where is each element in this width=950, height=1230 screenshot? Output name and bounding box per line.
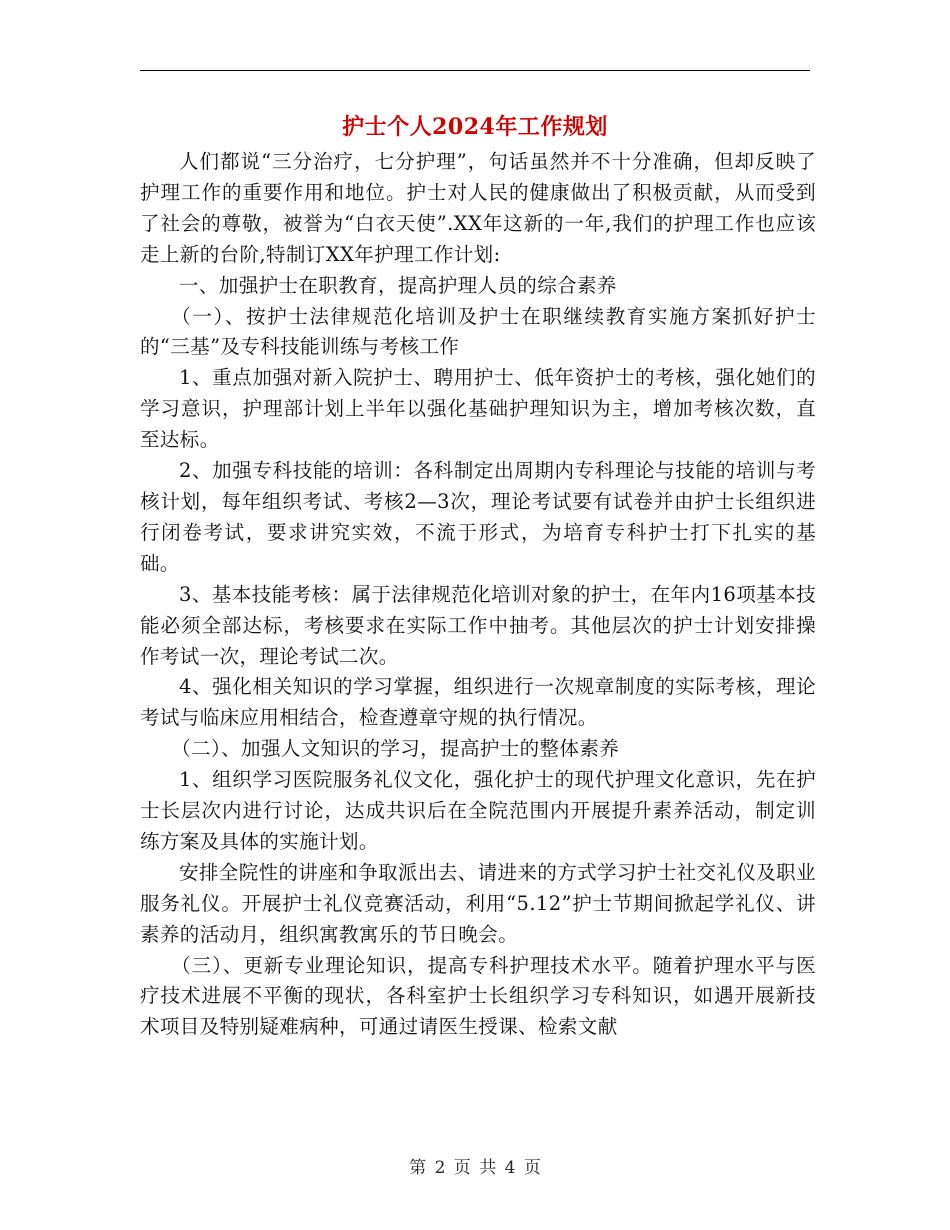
subsection-heading-1: （一）、按护士法律规范化培训及护士在职继续教育实施方案抓好护士的“三基”及专科技能训练与考核工作 xyxy=(140,304,816,359)
paragraph-item-2: 2、加强专科技能的培训：各科制定出周期内专科理论与技能的培训与考核计划，每年组织考试、考核2—3次，理论考试要有试卷并由护士长组织进行闭卷考试，要求讲究实效，不流于形式，为培育专科护士打下扎实的基础。 xyxy=(140,459,816,575)
document-title: 护士个人2024年工作规划 xyxy=(342,114,608,140)
paragraph-item-3: 3、基本技能考核：属于法律规范化培训对象的护士，在年内16项基本技能必须全部达标，考核要求在实际工作中抽考。其他层次的护士计划安排操作考试一次，理论考试二次。 xyxy=(140,582,816,668)
paragraph-etiquette-2: 安排全院性的讲座和争取派出去、请进来的方式学习护士社交礼仪及职业服务礼仪。开展护士礼仪竞赛活动，利用“5.12”护士节期间掀起学礼仪、讲素养的活动月，组织寓教寓乐的节日晚会。 xyxy=(140,860,816,946)
page-number-footer: 第 2 页 共 4 页 xyxy=(409,1158,541,1178)
paragraph-item-4: 4、强化相关知识的学习掌握，组织进行一次规章制度的实际考核，理论考试与临床应用相结合，检查遵章守规的执行情况。 xyxy=(140,675,816,730)
document-body xyxy=(140,147,816,1043)
paragraph-item-1: 1、重点加强对新入院护士、聘用护士、低年资护士的考核，强化她们的学习意识，护理部计划上半年以强化基础护理知识为主，增加考核次数，直至达标。 xyxy=(140,366,816,452)
paragraph-intro: 人们都说“三分治疗，七分护理”，句话虽然并不十分准确，但却反映了护理工作的重要作用和地位。护士对人民的健康做出了积极贡献，从而受到了社会的尊敬，被誉为“白衣天使”.XX年这新的一年,我们的护理工作也应该走上新的台阶,特制订XX年护理工作计划: xyxy=(140,150,816,266)
paragraph-etiquette-1: 1、组织学习医院服务礼仪文化，强化护士的现代护理文化意识，先在护士长层次内进行讨论，达成共识后在全院范围内开展提升素养活动，制定训练方案及具体的实施计划。 xyxy=(140,768,816,853)
section-heading-1: 一、加强护士在职教育，提高护理人员的综合素养 xyxy=(179,273,617,297)
header-rule xyxy=(140,70,810,71)
subsection-heading-2: （二）、加强人文知识的学习，提高护士的整体素养 xyxy=(171,737,620,761)
subsection-heading-3: （三）、更新专业理论知识，提高专科护理技术水平。随着护理水平与医疗技术进展不平衡的现状，各科室护士长组织学习专科知识，如遇开展新技术项目及特别疑难病种，可通过请医生授课、检索文献 xyxy=(140,953,816,1039)
